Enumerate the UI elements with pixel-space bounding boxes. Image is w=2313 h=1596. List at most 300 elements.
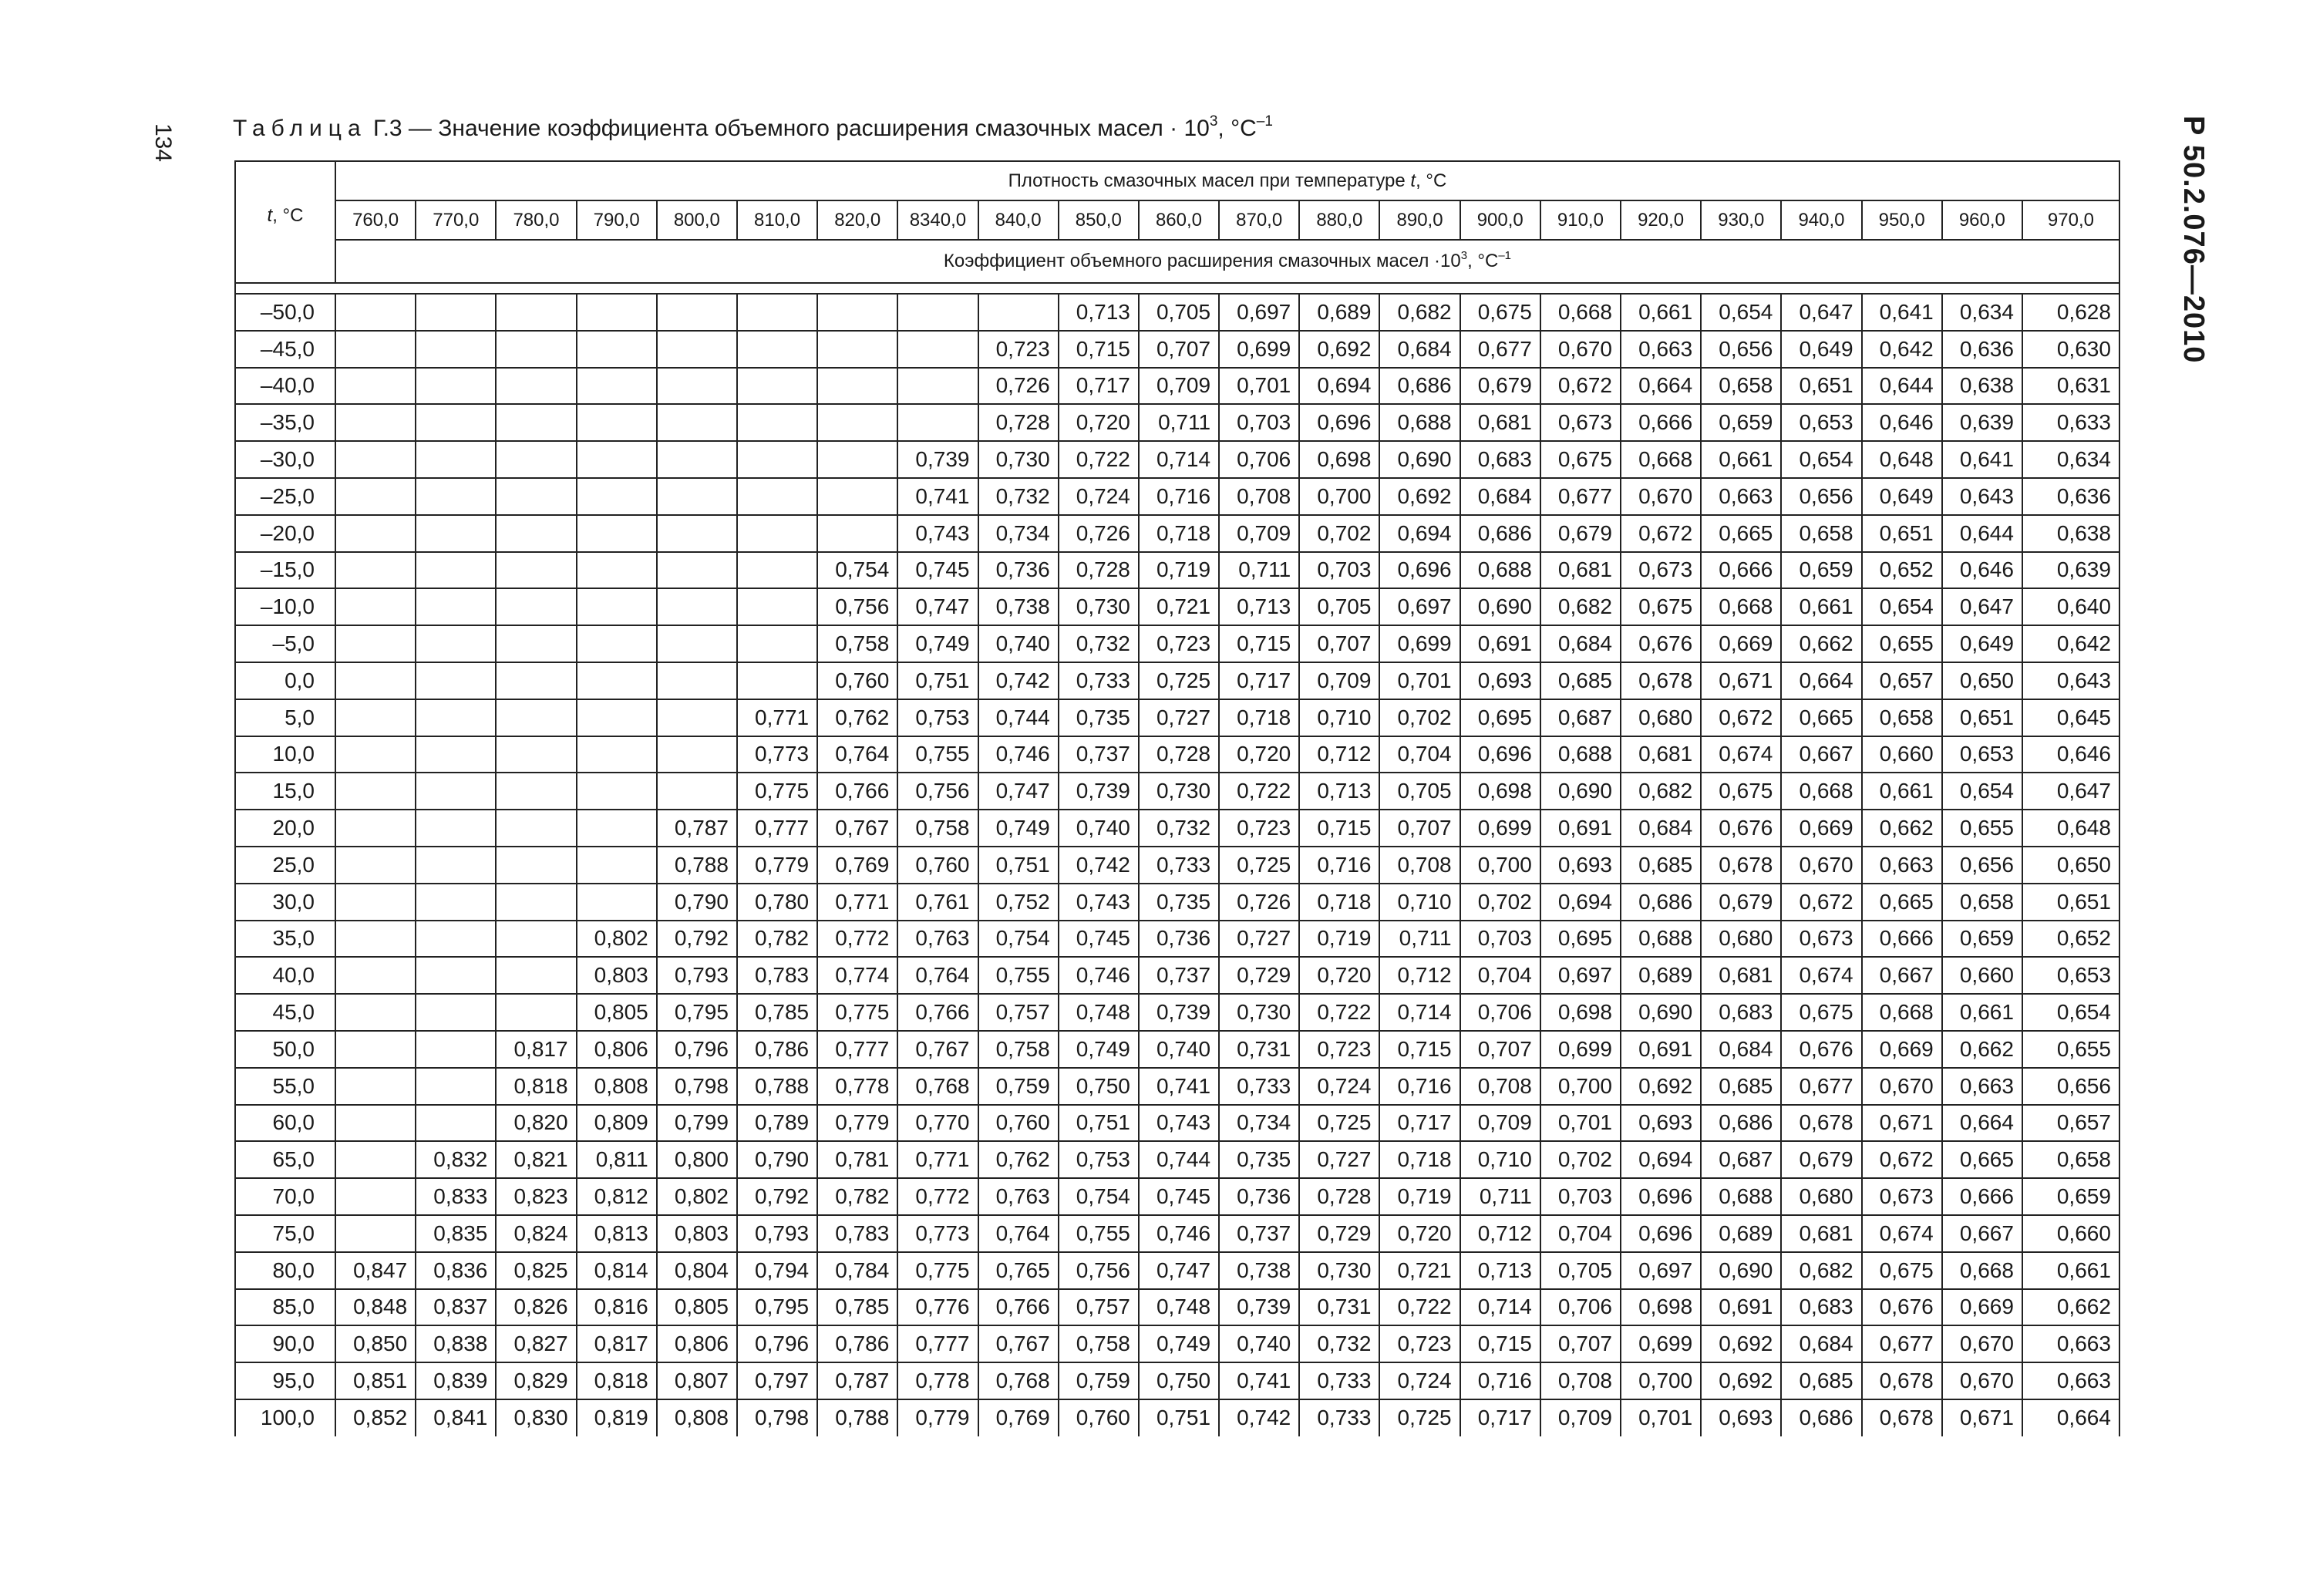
coefficient-cell: 0,741 xyxy=(1219,1362,1299,1399)
coefficient-cell: 0,807 xyxy=(657,1362,737,1399)
coefficient-cell: 0,742 xyxy=(1059,847,1139,884)
coefficient-cell: 0,692 xyxy=(1701,1362,1781,1399)
coefficient-cell: 0,693 xyxy=(1701,1399,1781,1436)
coefficient-cell: 0,668 xyxy=(1781,773,1861,810)
coefficient-cell: 0,700 xyxy=(1540,1068,1621,1105)
coefficient-cell: 0,650 xyxy=(2022,847,2119,884)
coefficient-cell: 0,785 xyxy=(737,994,817,1031)
coefficient-cell xyxy=(335,515,416,552)
coefficient-cell: 0,692 xyxy=(1379,478,1460,515)
coefficient-cell xyxy=(817,331,897,368)
coefficient-cell: 0,727 xyxy=(1139,699,1219,736)
temperature-cell: –35,0 xyxy=(235,404,335,441)
coefficient-cell: 0,685 xyxy=(1701,1068,1781,1105)
coefficient-cell: 0,805 xyxy=(577,994,657,1031)
temperature-cell: 55,0 xyxy=(235,1068,335,1105)
coefficient-cell: 0,707 xyxy=(1299,625,1379,662)
density-column-header: 8340,0 xyxy=(897,200,978,240)
coefficient-cell: 0,692 xyxy=(1299,331,1379,368)
coefficient-cell: 0,779 xyxy=(817,1105,897,1142)
coefficient-cell: 0,701 xyxy=(1379,662,1460,699)
coefficient-cell: 0,733 xyxy=(1139,847,1219,884)
coefficient-cell xyxy=(577,404,657,441)
coefficient-cell xyxy=(577,736,657,773)
coefficient-cell: 0,681 xyxy=(1460,404,1540,441)
coefficient-cell: 0,676 xyxy=(1781,1031,1861,1068)
coefficient-cell: 0,749 xyxy=(1139,1325,1219,1362)
coefficient-cell: 0,758 xyxy=(1059,1325,1139,1362)
coefficient-cell: 0,718 xyxy=(1219,699,1299,736)
coefficient-cell: 0,708 xyxy=(1540,1362,1621,1399)
coefficient-cell: 0,682 xyxy=(1540,588,1621,625)
coefficient-cell: 0,818 xyxy=(496,1068,576,1105)
coefficient-cell: 0,681 xyxy=(1701,957,1781,994)
coefficient-cell: 0,644 xyxy=(1862,368,1942,405)
coefficient-cell: 0,709 xyxy=(1139,368,1219,405)
coefficient-cell: 0,656 xyxy=(1942,847,2022,884)
coefficient-cell: 0,748 xyxy=(1059,994,1139,1031)
coefficient-cell: 0,735 xyxy=(1219,1141,1299,1178)
coefficient-cell: 0,705 xyxy=(1299,588,1379,625)
coefficient-cell: 0,713 xyxy=(1460,1252,1540,1289)
coefficient-cell: 0,782 xyxy=(737,921,817,958)
coefficient-cell: 0,686 xyxy=(1781,1399,1861,1436)
density-column-header: 820,0 xyxy=(817,200,897,240)
coefficient-cell: 0,694 xyxy=(1540,884,1621,921)
coefficient-cell xyxy=(737,368,817,405)
coefficient-cell: 0,718 xyxy=(1299,884,1379,921)
coefficient-cell: 0,794 xyxy=(737,1252,817,1289)
coefficient-cell xyxy=(335,1178,416,1215)
coefficient-cell xyxy=(817,294,897,331)
coefficient-cell: 0,772 xyxy=(817,921,897,958)
coefficient-cell xyxy=(335,1068,416,1105)
temperature-cell: 30,0 xyxy=(235,884,335,921)
coefficient-cell: 0,703 xyxy=(1299,552,1379,589)
coefficient-cell: 0,683 xyxy=(1781,1289,1861,1326)
coefficient-cell: 0,758 xyxy=(897,810,978,847)
coefficient-cell: 0,832 xyxy=(416,1141,496,1178)
temperature-cell: –45,0 xyxy=(235,331,335,368)
coefficient-cell: 0,646 xyxy=(1942,552,2022,589)
table-title-sup: 3 xyxy=(1209,113,1218,130)
coefficient-cell: 0,767 xyxy=(897,1031,978,1068)
coefficient-cell: 0,763 xyxy=(897,921,978,958)
coefficient-cell: 0,704 xyxy=(1460,957,1540,994)
coefficient-cell xyxy=(657,478,737,515)
coefficient-cell: 0,773 xyxy=(897,1215,978,1252)
coefficient-cell: 0,780 xyxy=(737,884,817,921)
coefficient-cell: 0,700 xyxy=(1299,478,1379,515)
temperature-unit: , °С xyxy=(272,205,304,226)
coefficient-cell: 0,829 xyxy=(496,1362,576,1399)
coefficient-cell xyxy=(496,994,576,1031)
coefficient-cell: 0,723 xyxy=(1299,1031,1379,1068)
table-row xyxy=(235,1141,2119,1178)
coefficient-cell: 0,674 xyxy=(1701,736,1781,773)
coefficient-cell: 0,741 xyxy=(897,478,978,515)
coefficient-cell: 0,741 xyxy=(1139,1068,1219,1105)
coefficient-cell: 0,769 xyxy=(978,1399,1059,1436)
coefficient-cell: 0,660 xyxy=(1942,957,2022,994)
coefficient-cell: 0,838 xyxy=(416,1325,496,1362)
coefficient-cell: 0,638 xyxy=(1942,368,2022,405)
table-row xyxy=(235,1252,2119,1289)
table-row xyxy=(235,1215,2119,1252)
temperature-cell: –30,0 xyxy=(235,441,335,478)
coefficient-cell: 0,737 xyxy=(1059,736,1139,773)
temperature-cell: 10,0 xyxy=(235,736,335,773)
coefficient-cell: 0,754 xyxy=(817,552,897,589)
coefficient-cell: 0,802 xyxy=(577,921,657,958)
temperature-cell: 60,0 xyxy=(235,1105,335,1142)
temperature-cell: –20,0 xyxy=(235,515,335,552)
coefficient-cell xyxy=(416,588,496,625)
coefficient-cell: 0,792 xyxy=(657,921,737,958)
coefficient-cell: 0,743 xyxy=(1059,884,1139,921)
coefficient-cell: 0,678 xyxy=(1862,1399,1942,1436)
coefficient-cell: 0,689 xyxy=(1701,1215,1781,1252)
coefficient-cell: 0,698 xyxy=(1460,773,1540,810)
coefficient-cell xyxy=(817,441,897,478)
table-row xyxy=(235,699,2119,736)
coefficient-cell: 0,690 xyxy=(1540,773,1621,810)
coefficient-cell: 0,730 xyxy=(1299,1252,1379,1289)
coefficient-cell: 0,732 xyxy=(1299,1325,1379,1362)
coefficient-cell: 0,788 xyxy=(737,1068,817,1105)
coefficient-cell: 0,687 xyxy=(1540,699,1621,736)
density-column-header: 920,0 xyxy=(1621,200,1701,240)
coefficient-cell: 0,708 xyxy=(1460,1068,1540,1105)
table-row xyxy=(235,662,2119,699)
coefficient-cell: 0,766 xyxy=(978,1289,1059,1326)
coefficient-cell xyxy=(897,404,978,441)
coefficient-cell: 0,712 xyxy=(1460,1215,1540,1252)
coefficient-cell: 0,650 xyxy=(1942,662,2022,699)
coefficient-cell: 0,763 xyxy=(978,1178,1059,1215)
coefficient-cell: 0,672 xyxy=(1621,515,1701,552)
coefficient-cell: 0,788 xyxy=(817,1399,897,1436)
coefficient-cell: 0,808 xyxy=(657,1399,737,1436)
coefficient-cell: 0,641 xyxy=(1862,294,1942,331)
coefficient-cell: 0,795 xyxy=(737,1289,817,1326)
coefficient-cell: 0,679 xyxy=(1460,368,1540,405)
coefficient-cell: 0,757 xyxy=(1059,1289,1139,1326)
coefficient-cell: 0,790 xyxy=(737,1141,817,1178)
coefficient-cell: 0,657 xyxy=(1862,662,1942,699)
coefficient-cell: 0,656 xyxy=(2022,1068,2119,1105)
coefficient-cell: 0,699 xyxy=(1621,1325,1701,1362)
coefficient-cell: 0,734 xyxy=(1219,1105,1299,1142)
coefficient-cell: 0,646 xyxy=(1862,404,1942,441)
coefficient-cell: 0,710 xyxy=(1460,1141,1540,1178)
coefficient-cell: 0,775 xyxy=(737,773,817,810)
coefficient-cell: 0,737 xyxy=(1219,1215,1299,1252)
coefficient-cell: 0,701 xyxy=(1621,1399,1701,1436)
coefficient-cell: 0,672 xyxy=(1781,884,1861,921)
coefficient-cell xyxy=(416,884,496,921)
coefficient-cell xyxy=(416,847,496,884)
coefficient-cell: 0,739 xyxy=(1059,773,1139,810)
coefficient-header-text: Коэффициент объемного расширения смазочных масел ·10 xyxy=(943,251,1461,271)
coefficient-cell: 0,664 xyxy=(1781,662,1861,699)
coefficient-cell: 0,749 xyxy=(897,625,978,662)
page-number: 134 xyxy=(150,123,176,163)
coefficient-cell: 0,675 xyxy=(1621,588,1701,625)
coefficient-cell: 0,730 xyxy=(1059,588,1139,625)
table-row xyxy=(235,1031,2119,1068)
coefficient-cell: 0,803 xyxy=(657,1215,737,1252)
temperature-cell: –40,0 xyxy=(235,368,335,405)
coefficient-cell xyxy=(657,404,737,441)
coefficient-cell: 0,696 xyxy=(1621,1178,1701,1215)
coefficient-cell: 0,729 xyxy=(1219,957,1299,994)
table-row xyxy=(235,404,2119,441)
coefficient-cell: 0,766 xyxy=(817,773,897,810)
temperature-cell: 45,0 xyxy=(235,994,335,1031)
coefficient-cell: 0,689 xyxy=(1299,294,1379,331)
coefficient-cell: 0,759 xyxy=(978,1068,1059,1105)
coefficient-cell: 0,695 xyxy=(1540,921,1621,958)
coefficient-cell xyxy=(496,957,576,994)
coefficient-cell: 0,736 xyxy=(1139,921,1219,958)
coefficient-cell: 0,654 xyxy=(1862,588,1942,625)
coefficient-cell: 0,658 xyxy=(1942,884,2022,921)
coefficient-cell: 0,690 xyxy=(1460,588,1540,625)
coefficient-cell: 0,786 xyxy=(817,1325,897,1362)
coefficient-cell: 0,747 xyxy=(1139,1252,1219,1289)
coefficient-cell: 0,662 xyxy=(1781,625,1861,662)
coefficient-cell: 0,820 xyxy=(496,1105,576,1142)
coefficient-cell xyxy=(657,441,737,478)
coefficient-cell: 0,699 xyxy=(1540,1031,1621,1068)
coefficient-cell: 0,771 xyxy=(897,1141,978,1178)
coefficient-cell: 0,755 xyxy=(978,957,1059,994)
coefficient-cell: 0,723 xyxy=(978,331,1059,368)
coefficient-cell: 0,645 xyxy=(2022,699,2119,736)
coefficient-cell: 0,750 xyxy=(1139,1362,1219,1399)
coefficient-cell: 0,764 xyxy=(897,957,978,994)
coefficient-cell: 0,728 xyxy=(1059,552,1139,589)
coefficient-cell: 0,796 xyxy=(737,1325,817,1362)
coefficient-cell: 0,746 xyxy=(1139,1215,1219,1252)
table-row xyxy=(235,478,2119,515)
coefficient-cell: 0,660 xyxy=(2022,1215,2119,1252)
coefficient-cell: 0,729 xyxy=(1299,1215,1379,1252)
coefficient-cell: 0,668 xyxy=(1862,994,1942,1031)
coefficient-cell: 0,743 xyxy=(1139,1105,1219,1142)
density-column-header: 950,0 xyxy=(1862,200,1942,240)
coefficient-cell: 0,686 xyxy=(1460,515,1540,552)
coefficient-cell: 0,756 xyxy=(1059,1252,1139,1289)
coefficient-cell: 0,732 xyxy=(1139,810,1219,847)
coefficient-cell: 0,823 xyxy=(496,1178,576,1215)
coefficient-header-unit-sup: –1 xyxy=(1498,249,1512,262)
temperature-cell: 85,0 xyxy=(235,1289,335,1326)
coefficient-cell: 0,738 xyxy=(1219,1252,1299,1289)
coefficient-cell: 0,850 xyxy=(335,1325,416,1362)
coefficient-cell: 0,798 xyxy=(737,1399,817,1436)
coefficient-cell: 0,717 xyxy=(1219,662,1299,699)
coefficient-cell: 0,691 xyxy=(1540,810,1621,847)
header-gap xyxy=(235,283,2119,294)
coefficient-cell: 0,771 xyxy=(817,884,897,921)
coefficient-cell: 0,720 xyxy=(1379,1215,1460,1252)
coefficient-cell: 0,696 xyxy=(1621,1215,1701,1252)
coefficient-cell: 0,760 xyxy=(817,662,897,699)
coefficient-cell: 0,675 xyxy=(1540,441,1621,478)
coefficient-cell: 0,679 xyxy=(1701,884,1781,921)
density-column-header: 860,0 xyxy=(1139,200,1219,240)
coefficient-cell: 0,678 xyxy=(1781,1105,1861,1142)
coefficient-cell: 0,811 xyxy=(577,1141,657,1178)
coefficient-cell: 0,744 xyxy=(1139,1141,1219,1178)
coefficient-cell: 0,693 xyxy=(1460,662,1540,699)
coefficient-cell: 0,719 xyxy=(1379,1178,1460,1215)
table-row xyxy=(235,884,2119,921)
coefficient-cell: 0,746 xyxy=(1059,957,1139,994)
density-group-header xyxy=(335,161,2119,200)
coefficient-cell: 0,661 xyxy=(1942,994,2022,1031)
table-row xyxy=(235,331,2119,368)
coefficient-cell: 0,770 xyxy=(897,1105,978,1142)
coefficient-cell: 0,697 xyxy=(1621,1252,1701,1289)
coefficient-cell: 0,824 xyxy=(496,1215,576,1252)
coefficient-cell: 0,765 xyxy=(978,1252,1059,1289)
coefficient-cell: 0,728 xyxy=(978,404,1059,441)
coefficient-cell: 0,661 xyxy=(1701,441,1781,478)
coefficient-cell: 0,825 xyxy=(496,1252,576,1289)
coefficient-cell: 0,684 xyxy=(1540,625,1621,662)
coefficient-cell: 0,760 xyxy=(978,1105,1059,1142)
coefficient-cell: 0,749 xyxy=(978,810,1059,847)
coefficient-group-header xyxy=(335,240,2119,283)
coefficient-cell xyxy=(335,921,416,958)
coefficient-cell: 0,806 xyxy=(577,1031,657,1068)
coefficient-cell: 0,773 xyxy=(737,736,817,773)
coefficient-cell: 0,793 xyxy=(657,957,737,994)
coefficient-cell: 0,676 xyxy=(1701,810,1781,847)
coefficient-cell: 0,755 xyxy=(897,736,978,773)
coefficient-cell: 0,684 xyxy=(1701,1031,1781,1068)
coefficient-cell: 0,655 xyxy=(1942,810,2022,847)
coefficient-cell: 0,672 xyxy=(1540,368,1621,405)
coefficient-cell: 0,784 xyxy=(817,1252,897,1289)
coefficient-cell: 0,716 xyxy=(1460,1362,1540,1399)
coefficient-cell: 0,717 xyxy=(1379,1105,1460,1142)
temperature-column-header xyxy=(235,161,335,283)
coefficient-cell: 0,670 xyxy=(1621,478,1701,515)
coefficient-cell: 0,684 xyxy=(1460,478,1540,515)
coefficient-cell: 0,676 xyxy=(1621,625,1701,662)
coefficient-cell: 0,655 xyxy=(2022,1031,2119,1068)
coefficient-cell: 0,701 xyxy=(1540,1105,1621,1142)
coefficient-cell: 0,688 xyxy=(1621,921,1701,958)
coefficient-cell xyxy=(577,441,657,478)
coefficient-cell: 0,634 xyxy=(1942,294,2022,331)
coefficient-cell xyxy=(577,478,657,515)
coefficient-cell xyxy=(577,699,657,736)
coefficient-cell: 0,646 xyxy=(2022,736,2119,773)
table-row xyxy=(235,441,2119,478)
temperature-cell: 35,0 xyxy=(235,921,335,958)
coefficient-cell: 0,719 xyxy=(1139,552,1219,589)
coefficient-cell xyxy=(657,552,737,589)
coefficient-cell: 0,743 xyxy=(897,515,978,552)
coefficient-cell: 0,725 xyxy=(1219,847,1299,884)
coefficient-cell xyxy=(335,478,416,515)
coefficient-cell: 0,691 xyxy=(1621,1031,1701,1068)
coefficient-cell: 0,714 xyxy=(1460,1289,1540,1326)
coefficient-cell: 0,731 xyxy=(1299,1289,1379,1326)
table-title-unit-sup: –1 xyxy=(1256,113,1273,130)
coefficient-cell xyxy=(577,588,657,625)
coefficient-cell xyxy=(496,404,576,441)
coefficient-cell: 0,710 xyxy=(1379,884,1460,921)
coefficient-cell: 0,651 xyxy=(1942,699,2022,736)
coefficient-cell: 0,688 xyxy=(1460,552,1540,589)
density-column-header: 810,0 xyxy=(737,200,817,240)
coefficient-cell xyxy=(335,588,416,625)
coefficient-cell xyxy=(496,625,576,662)
coefficient-cell xyxy=(657,625,737,662)
coefficient-cell: 0,722 xyxy=(1379,1289,1460,1326)
temperature-cell: 65,0 xyxy=(235,1141,335,1178)
coefficient-cell: 0,752 xyxy=(978,884,1059,921)
coefficient-cell: 0,700 xyxy=(1460,847,1540,884)
coefficient-cell: 0,814 xyxy=(577,1252,657,1289)
coefficient-cell: 0,701 xyxy=(1219,368,1299,405)
coefficient-cell xyxy=(335,294,416,331)
coefficient-cell: 0,665 xyxy=(1942,1141,2022,1178)
coefficient-cell: 0,668 xyxy=(1621,441,1701,478)
coefficient-cell xyxy=(496,331,576,368)
density-column-header: 770,0 xyxy=(416,200,496,240)
coefficient-cell: 0,735 xyxy=(1139,884,1219,921)
coefficient-cell: 0,667 xyxy=(1942,1215,2022,1252)
coefficient-cell: 0,711 xyxy=(1379,921,1460,958)
density-column-header: 890,0 xyxy=(1379,200,1460,240)
coefficient-cell: 0,716 xyxy=(1139,478,1219,515)
coefficient-cell xyxy=(657,515,737,552)
coefficient-cell xyxy=(416,515,496,552)
coefficient-cell: 0,682 xyxy=(1379,294,1460,331)
temperature-cell: 25,0 xyxy=(235,847,335,884)
coefficient-cell xyxy=(657,331,737,368)
coefficient-cell: 0,682 xyxy=(1621,773,1701,810)
coefficient-cell: 0,735 xyxy=(1059,699,1139,736)
coefficient-cell: 0,655 xyxy=(1862,625,1942,662)
coefficient-cell: 0,677 xyxy=(1540,478,1621,515)
coefficient-cell: 0,764 xyxy=(817,736,897,773)
coefficient-cell: 0,718 xyxy=(1379,1141,1460,1178)
coefficient-cell: 0,691 xyxy=(1701,1289,1781,1326)
coefficient-cell: 0,753 xyxy=(1059,1141,1139,1178)
coefficient-cell: 0,802 xyxy=(657,1178,737,1215)
coefficient-cell: 0,760 xyxy=(1059,1399,1139,1436)
coefficient-cell: 0,688 xyxy=(1379,404,1460,441)
table-row xyxy=(235,625,2119,662)
coefficient-cell: 0,771 xyxy=(737,699,817,736)
coefficient-cell: 0,686 xyxy=(1701,1105,1781,1142)
coefficient-cell: 0,781 xyxy=(817,1141,897,1178)
coefficient-cell: 0,689 xyxy=(1621,957,1701,994)
coefficient-cell: 0,639 xyxy=(2022,552,2119,589)
coefficient-cell: 0,690 xyxy=(1621,994,1701,1031)
coefficient-cell: 0,703 xyxy=(1460,921,1540,958)
coefficient-cell: 0,728 xyxy=(1139,736,1219,773)
coefficient-cell: 0,686 xyxy=(1621,884,1701,921)
